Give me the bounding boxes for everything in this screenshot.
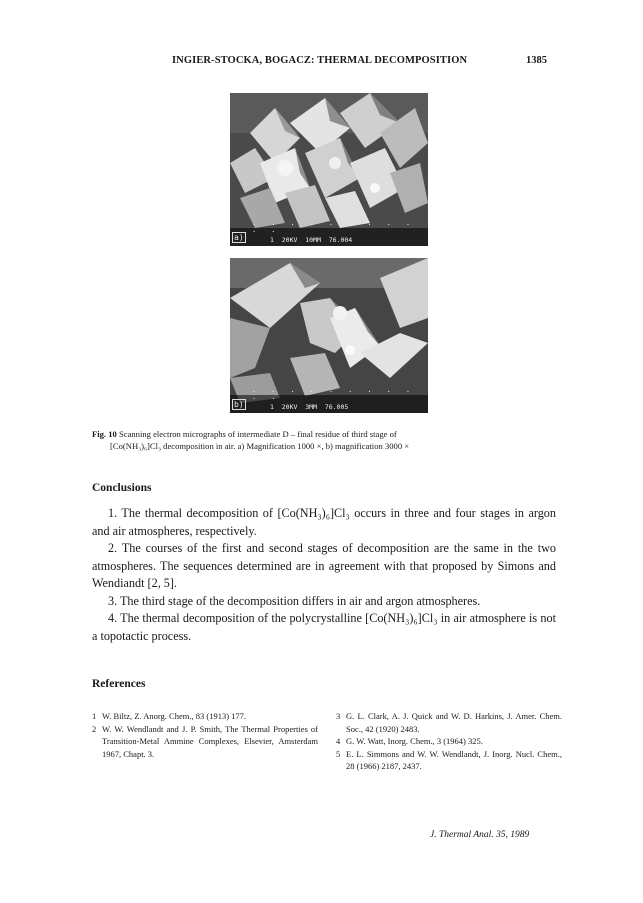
reference-number: 2 <box>92 723 97 734</box>
conclusions-heading: Conclusions <box>92 482 152 494</box>
reference-text: W. Biltz, Z. Anorg. Chem., 83 (1913) 177. <box>102 711 247 721</box>
conclusion-item-4: 4. The thermal decomposition of the polycrystalline [Co(NH₃)₆]Cl₃ in air atmosphere is not a topotactic process. <box>92 611 556 643</box>
conclusion-item-2: 2. The courses of the first and second stages of decomposition are the same in the two atmospheres. The sequences determined are in agreement with that proposed by Simons and Wendiandt [2, 5]. <box>92 541 556 590</box>
page-number: 1385 <box>526 55 547 66</box>
references-left-column <box>92 710 318 760</box>
panel-label-a: a) <box>234 233 244 242</box>
reference-item <box>92 723 318 761</box>
scale-dots-a: · · · · · · · · · · · <box>252 221 416 236</box>
reference-text: G. L. Clark, A. J. Quick and W. D. Harkins, J. Amer. Chem. Soc., 42 (1920) 2483. <box>346 711 562 734</box>
figure-caption-label: Fig. 10 <box>92 429 117 439</box>
micrograph-b <box>230 258 428 413</box>
reference-number: 4 <box>336 736 341 746</box>
reference-text: G. W. Watt, Inorg. Chem., 3 (1964) 325. <box>346 736 483 746</box>
running-head: INGIER-STOCKA, BOGACZ: THERMAL DECOMPOSITION <box>172 55 468 66</box>
reference-item <box>336 748 562 773</box>
panel-label-b: b) <box>234 400 244 409</box>
micrograph-a <box>230 93 428 246</box>
footer-journal: J. Thermal Anal. 35, 1989 <box>430 830 530 840</box>
scale-text-b: 1 20KV 3MM 76.005 <box>270 403 349 411</box>
figure-caption-line2: [Co(NH₃)₆]Cl₃ decomposition in air. a) Magnification 1000 ×, b) magnification 3000 × <box>110 441 410 451</box>
figure-caption-line1: Scanning electron micrographs of intermediate D – final residue of third stage of <box>116 429 397 439</box>
conclusion-item-1: 1. The thermal decomposition of [Co(NH₃)₆]Cl₃ occurs in three and four stages in argon and air atmospheres, respectively. <box>92 506 556 538</box>
references-heading: References <box>92 678 146 690</box>
references-right-column <box>336 710 562 773</box>
conclusions-body <box>92 505 556 645</box>
conclusion-item-3: 3. The third stage of the decomposition differs in air and argon atmospheres. <box>108 593 481 608</box>
reference-number: 3 <box>336 711 341 721</box>
scale-text-a: 1 20KV 10MM 76.004 <box>270 236 353 244</box>
reference-item <box>336 710 562 735</box>
reference-number: 5 <box>336 748 341 759</box>
reference-text: W. W. Wendlandt and J. P. Smith, The Thermal Properties of Transition-Metal Ammine Complexes, Elsevier, Amsterdam 1967, Chapt. 3. <box>102 723 318 759</box>
reference-item <box>336 735 562 748</box>
reference-item <box>92 710 318 723</box>
figure-caption <box>92 428 552 452</box>
reference-text: E. L. Simmons and W. W. Wendlandt, J. Inorg. Nucl. Chem., 28 (1966) 2187, 2437. <box>346 748 562 771</box>
reference-number: 1 <box>92 711 97 721</box>
scale-dots-b: · · · · · · · · · · · <box>252 388 416 403</box>
